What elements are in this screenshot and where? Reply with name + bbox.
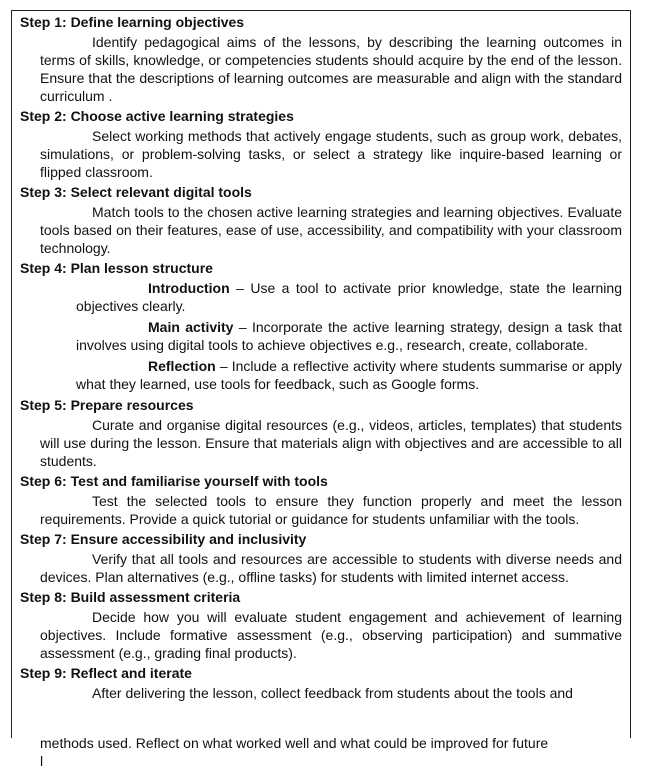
step-9-continuation: methods used. Reflect on what worked well and what could be improved for future <box>40 735 549 751</box>
step-2-title: Step 2: Choose active learning strategies <box>20 108 294 124</box>
steps-table <box>11 10 631 738</box>
step-8-title: Step 8: Build assessment criteria <box>20 589 241 605</box>
step-3-title: Step 3: Select relevant digital tools <box>20 184 252 200</box>
step-7-body: Verify that all tools and resources are accessible to students with diverse needs and devices. Plan alternatives (e.g., offline tasks) for students with limited internet access. <box>40 551 622 585</box>
sub-label: Reflection <box>148 358 216 374</box>
step-4-title: Step 4: Plan lesson structure <box>20 260 213 276</box>
step-5-body: Curate and organise digital resources (e.g., videos, articles, templates) that students will use during the lesson. Ensure that materials align with objectives and are accessible to all students. <box>40 417 622 469</box>
sub-label: Main activity <box>148 319 234 335</box>
step-9-body: After delivering the lesson, collect feedback from students about the tools and <box>92 685 573 701</box>
step-6-title: Step 6: Test and familiarise yourself with tools <box>20 473 328 489</box>
step-8-body: Decide how you will evaluate student engagement and achievement of learning objectives. Include formative assessment (e.g., observing participation) and summative assessment (e.g., grading final products). <box>40 609 622 661</box>
step-5-title: Step 5: Prepare resources <box>20 397 194 413</box>
step-1-title: Step 1: Define learning objectives <box>20 14 245 30</box>
step-7-title: Step 7: Ensure accessibility and inclusivity <box>20 531 307 547</box>
step-2-body: Select working methods that actively engage students, such as group work, debates, simulations, or problem-solving tasks, or select a strategy like inquire-based learning or flipped classroom. <box>40 128 622 180</box>
sub-text: – Include a reflective activity where students summarise or apply what they learned, use tools for feedback, such as Google forms. <box>76 358 622 392</box>
sub-text: – Incorporate the active learning strategy, design a task that involves using digital tools to achieve objectives e.g., research, create, collaborate. <box>76 319 622 353</box>
sub-label: Introduction <box>148 280 230 296</box>
step-1-body: Identify pedagogical aims of the lessons, by describing the learning outcomes in terms of skills, knowledge, or competencies students should acquire by the end of the lesson. Ensure that the descriptions of learning outcomes are measurable and align with the standard curriculum . <box>40 34 622 104</box>
step-3-body: Match tools to the chosen active learning strategies and learning objectives. Evaluate tools based on their features, ease of use, accessibility, and compatibility with your classroom technology. <box>40 204 622 256</box>
step-6-body: Test the selected tools to ensure they function properly and meet the lesson requirements. Provide a quick tutorial or guidance for students unfamiliar with the tools. <box>40 493 622 527</box>
sub-text: – Use a tool to activate prior knowledge, state the learning objectives clearly. <box>76 280 622 314</box>
step-4-introduction <box>76 279 622 315</box>
step-9-title: Step 9: Reflect and iterate <box>20 665 192 681</box>
cut-off-text: l <box>40 753 44 769</box>
step-4-reflection <box>76 357 622 393</box>
step-4-main-activity <box>76 318 622 354</box>
